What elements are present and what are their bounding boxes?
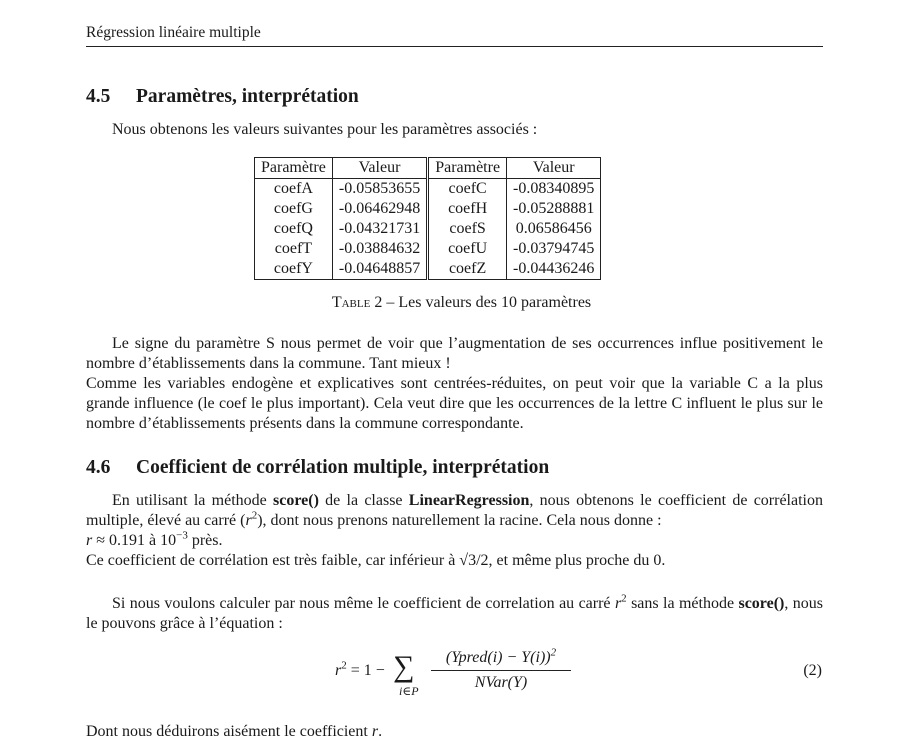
table-cell: -0.04436246 [507,259,601,280]
table-cell: coefS [428,219,507,239]
fraction-bar [431,670,571,671]
text-run: , et même plus proche du 0. [488,552,666,569]
table-cell: coefT [255,239,333,259]
math-var: r [614,595,622,612]
paragraph-equation-intro [86,594,823,634]
table-header-cell: Paramètre [255,158,333,179]
table-cell: coefY [255,259,333,280]
text-run: , nous obtenons le coefficient de corrélation multiple, élevé au carré ( [86,492,823,529]
text-run: ≈ 0.191 à 10 [92,532,177,549]
math-exponent: 2 [251,509,258,522]
section-heading-4-5 [86,86,359,108]
math-var: r [371,723,379,740]
equation-lhs [335,659,385,680]
fraction-numerator [431,648,571,668]
table-caption [0,294,923,312]
table-cell: -0.08340895 [507,179,601,200]
table-row [255,179,601,200]
table-cell: coefC [428,179,507,200]
table-cell: coefU [428,239,507,259]
table-cell: coefA [255,179,333,200]
sum-subscript: i∈P [399,684,419,698]
table-cell: -0.04648857 [332,259,427,280]
paragraph-conclusion [86,722,823,742]
paragraph-influence: Comme les variables endogène et explicatives sont centrées-réduites, on peut voir que la variable C a la plus grande influence (le coef le plus important). Cela veut dire que les occurrences de la lettre C influent le plus sur le nombre d’établissements présents dans la commune correspondante. [86,375,823,432]
table-row [255,239,601,259]
fraction-denominator: NVar(Y) [474,674,528,691]
equation-number: (2) [803,662,822,679]
section-title: Paramètres, interprétation [136,86,359,107]
math-text: = 1 − [346,662,385,679]
table-cell: coefG [255,199,333,219]
class-name: LinearRegression [408,492,530,509]
table-cell: -0.03794745 [507,239,601,259]
table-cell: coefZ [428,259,507,280]
text-run: Dont nous déduirons aisément le coefficient [86,723,372,740]
math-var: r [86,532,93,549]
table-header-cell: Valeur [507,158,601,179]
table-row [255,219,601,239]
table-cell: coefH [428,199,507,219]
text-run: Ce coefficient de corrélation est très faible, car inférieur à [86,552,460,569]
text-run: Si nous voulons calculer par nous même le coefficient de correlation au carré [112,595,615,612]
method-name: score() [738,595,785,612]
math-var: r [245,512,252,529]
math-exponent: −3 [176,529,188,542]
caption-label: Table 2 [331,294,383,311]
math-text: (Ypred(i) − Y(i)) [445,649,551,666]
parameters-table [254,157,601,280]
sum-symbol: ∑ [393,650,415,683]
text-run: , nous le pouvons grâce à l’équation : [86,595,824,632]
table-cell: 0.06586456 [507,219,601,239]
math-sqrt: √3/2 [459,552,489,569]
text-run: près. [187,532,223,549]
table-cell: coefQ [255,219,333,239]
text-run: ), dont nous prenons naturellement la racine. Cela nous donne : [257,512,662,529]
table-cell: -0.05853655 [332,179,427,200]
table-cell: -0.05288881 [507,199,601,219]
method-name: score() [273,492,319,509]
section-number: 4.6 [86,457,111,478]
table-row [255,259,601,280]
section-title: Coefficient de corrélation multiple, interprétation [136,457,550,478]
table-cell: -0.04321731 [332,219,427,239]
paragraph-sign: Le signe du paramètre S nous permet de voir que l’augmentation de ses occurrences influe positivement le nombre d’établissements dans la commune. Tant mieux ! [86,335,823,372]
text-run: En utilisant la méthode [112,492,273,509]
math-exponent: 2 [621,592,627,605]
approx-line [86,531,823,551]
table-header-cell: Valeur [332,158,427,179]
table-cell: -0.03884632 [332,239,427,259]
text-run: de la classe [318,492,409,509]
text-run: sans la méthode [626,595,739,612]
section-number: 4.5 [86,86,111,107]
table-row [255,199,601,219]
section-heading-4-6 [86,457,549,479]
weak-correlation-line [86,551,823,571]
math-var: r [335,662,342,679]
table-header-row [255,158,601,179]
caption-text: – Les valeurs des 10 paramètres [382,294,592,311]
math-exponent: 2 [550,646,557,659]
text-run: . [378,723,383,740]
running-header: Régression linéaire multiple [86,24,823,47]
intro-paragraph: Nous obtenons les valeurs suivantes pour les paramètres associés : [112,121,538,138]
table-cell: -0.06462948 [332,199,427,219]
equation-fraction [431,648,571,693]
table-header-cell: Paramètre [428,158,507,179]
paragraph-score [86,491,823,571]
math-exponent: 2 [341,659,347,672]
